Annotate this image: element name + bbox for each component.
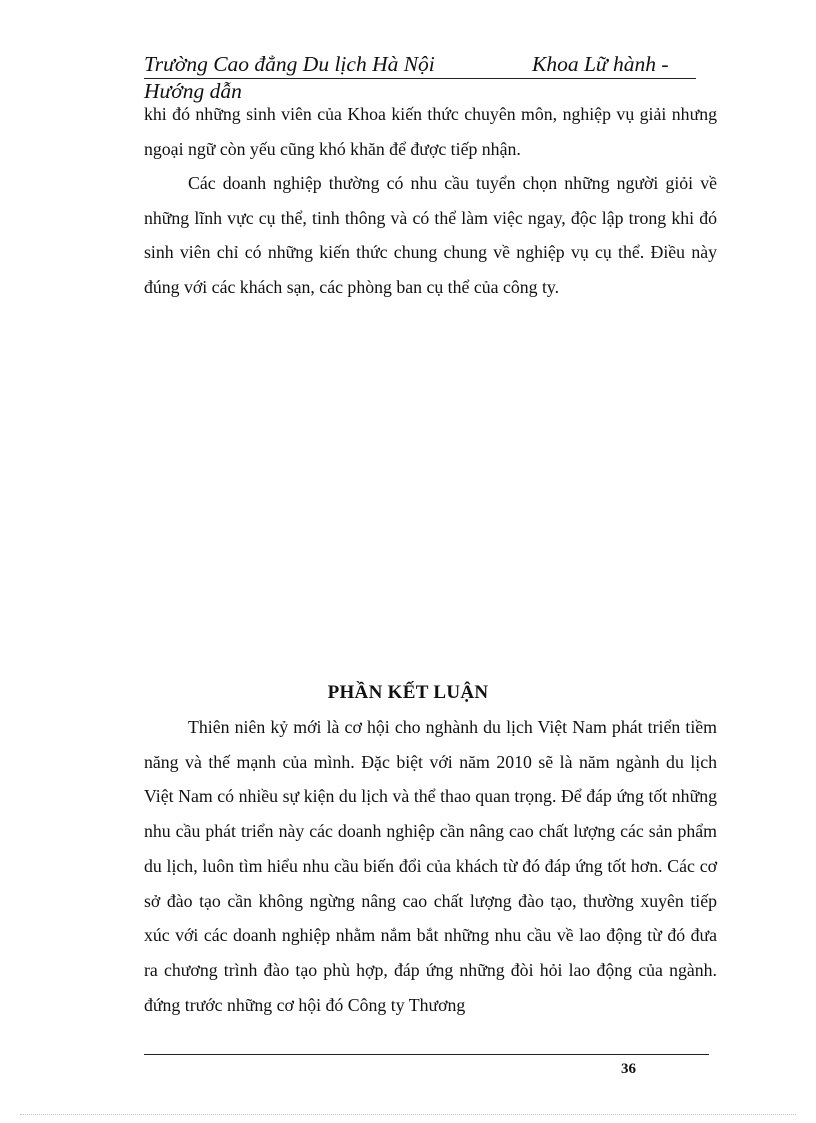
body-paragraph-business-needs: Các doanh nghiệp thường có nhu cầu tuyển chọn những người giỏi về những lĩnh vực cụ thể, tinh thông và có thể làm việc ngay, độc lập trong khi đó sinh viên chỉ có những kiến thức chung chung về nghiệp vụ cụ thể. Điều này đúng với các khách sạn, các phòng ban cụ thể của công ty. <box>144 173 717 298</box>
header-faculty-name: Khoa Lữ hành - <box>532 52 669 76</box>
header-department-name: Hướng dẫn <box>144 79 242 103</box>
header-school-name: Trường Cao đẳng Du lịch Hà Nội <box>144 52 435 76</box>
footer-divider <box>144 1054 709 1055</box>
page-bottom-border <box>20 1114 796 1115</box>
page-header <box>144 50 696 79</box>
page-number: 36 <box>621 1061 636 1077</box>
conclusion-paragraph: Thiên niên kỷ mới là cơ hội cho nghành du lịch Việt Nam phát triển tiềm năng và thế mạnh của mình. Đặc biệt với năm 2010 sẽ là năm ngành du lịch Việt Nam có nhiều sự kiện du lịch và thể thao quan trọng. Để đáp ứng tốt những nhu cầu phát triển này các doanh nghiệp cần nâng cao chất lượng các sản phẩm du lịch, luôn tìm hiểu nhu cầu biến đổi của khách từ đó đáp ứng tốt hơn. Các cơ sở đào tạo cần không ngừng nâng cao chất lượng đào tạo, thường xuyên tiếp xúc với các doanh nghiệp nhằm nắm bắt những nhu cầu về lao động từ đó đưa ra chương trình đào tạo phù hợp, đáp ứng những đòi hỏi lao động của ngành. đứng trước những cơ hội đó Công ty Thương <box>144 717 717 1015</box>
conclusion-title: PHẦN KẾT LUẬN <box>327 682 489 703</box>
body-paragraph-continuation: khi đó những sinh viên của Khoa kiến thức chuyên môn, nghiệp vụ giải nhưng ngoại ngữ còn yếu cũng khó khăn để được tiếp nhận. <box>144 104 717 159</box>
